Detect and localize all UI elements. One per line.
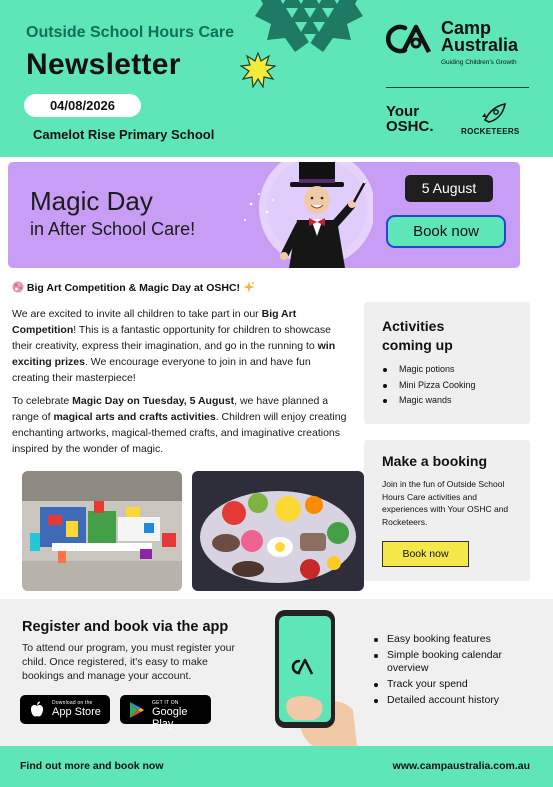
footer-cta-text[interactable]: Find out more and book now: [20, 760, 164, 772]
article-paragraph-magic-day: [12, 393, 347, 457]
your-oshc-logo: [386, 104, 434, 134]
phone-app-icon: [265, 606, 360, 746]
app-store-label: App Store: [52, 706, 101, 718]
footer-bar: [0, 746, 553, 787]
booking-description: Join in the fun of Outside School Hours Care activities and experiences with Your OSHC and Rocketeers.: [382, 479, 509, 527]
emphasis-text: Big Art Competition: [12, 308, 297, 336]
feature-item: Simple booking calendar overview: [373, 649, 523, 675]
activity-item: Magic wands: [382, 393, 476, 409]
article-paragraph-competition: [12, 306, 347, 386]
google-play-button[interactable]: [120, 695, 211, 730]
article-heading: [12, 281, 255, 294]
rocketeers-logo: ROCKETEERS: [461, 127, 520, 136]
sparkle-emoji-icon: [243, 281, 255, 293]
magic-day-banner: [8, 162, 520, 268]
feature-item: Track your spend: [373, 678, 523, 691]
emphasis-text: win exciting prizes: [12, 340, 336, 368]
camp-australia-logo-icon: [383, 22, 439, 56]
activity-item: Magic potions: [382, 362, 476, 378]
body-text: We are excited to invite all children to take part in our: [12, 308, 262, 320]
body-text: ! This is a fantastic opportunity for children to showcase their creativity, express their imagination, and go in the running to: [12, 324, 332, 352]
brand-tagline: Guiding Children's Growth: [441, 59, 517, 66]
body-text: . We encourage everyone to join in and have fun creating their masterpiece!: [12, 356, 311, 384]
star-burst-icon: [240, 52, 276, 88]
activities-list: [382, 362, 476, 409]
brand-name-line1: Camp: [441, 18, 492, 38]
magician-image: [233, 162, 373, 268]
emphasis-text: magical arts and crafts activities: [53, 411, 216, 423]
booking-card: [364, 440, 530, 581]
apple-icon: [29, 701, 45, 719]
lego-creation-photo: [22, 471, 182, 591]
booking-title: Make a booking: [382, 453, 488, 469]
banner-title: Magic Day: [30, 186, 153, 216]
your-oshc-line2: OSHC.: [386, 118, 434, 135]
feature-item: Easy booking features: [373, 633, 523, 646]
feature-item: Detailed account history: [373, 694, 523, 707]
google-play-small-text: GET IT ON: [152, 700, 179, 706]
rocket-icon: [481, 102, 507, 124]
app-store-small-text: Download on the: [52, 700, 93, 706]
activities-title: Activities coming up: [382, 318, 453, 353]
brand-name: [441, 20, 518, 54]
newsletter-header: [0, 0, 553, 157]
date-pill: 04/08/2026: [24, 94, 141, 117]
banner-book-now-button[interactable]: Book now: [386, 215, 506, 248]
your-oshc-line1: Your: [386, 103, 420, 120]
triangle-badge-icon: [255, 0, 363, 54]
activities-card: [364, 302, 530, 424]
google-play-icon: [129, 701, 145, 719]
banner-subtitle: in After School Care!: [30, 219, 196, 239]
app-section-title: Register and book via the app: [22, 619, 229, 635]
article-heading-text: Big Art Competition & Magic Day at OSHC!: [26, 282, 241, 294]
activity-item: Mini Pizza Cooking: [382, 378, 476, 394]
app-features-list: [373, 633, 523, 710]
school-name: Camelot Rise Primary School: [33, 127, 215, 142]
app-section-body: To attend our program, you must register your child. Once registered, it's easy to make bookings and manage your account.: [22, 642, 236, 682]
google-play-label: Google Play: [152, 706, 188, 730]
footer-website-link[interactable]: www.campaustralia.com.au: [392, 760, 530, 772]
header-kicker: Outside School Hours Care: [26, 24, 235, 41]
banner-date-badge: 5 August: [405, 175, 493, 202]
brand-name-line2: Australia: [441, 35, 519, 55]
newsletter-title: Newsletter: [26, 48, 181, 81]
body-text: To celebrate: [12, 395, 73, 407]
sidebar-book-now-button[interactable]: Book now: [382, 541, 469, 567]
play-food-photo: [192, 471, 364, 591]
header-divider: [386, 87, 529, 88]
app-promo-section: [0, 599, 553, 746]
body-text: , we have planned a range of: [12, 395, 329, 423]
emphasis-text: Magic Day on Tuesday, 5 August: [72, 395, 235, 407]
palette-emoji-icon: [12, 281, 24, 293]
app-store-button[interactable]: [20, 695, 110, 724]
body-text: . Children will enjoy creating enchanting artworks, magical-themed crafts, and imaginative creations inspired by the wonder of magic.: [12, 411, 347, 455]
